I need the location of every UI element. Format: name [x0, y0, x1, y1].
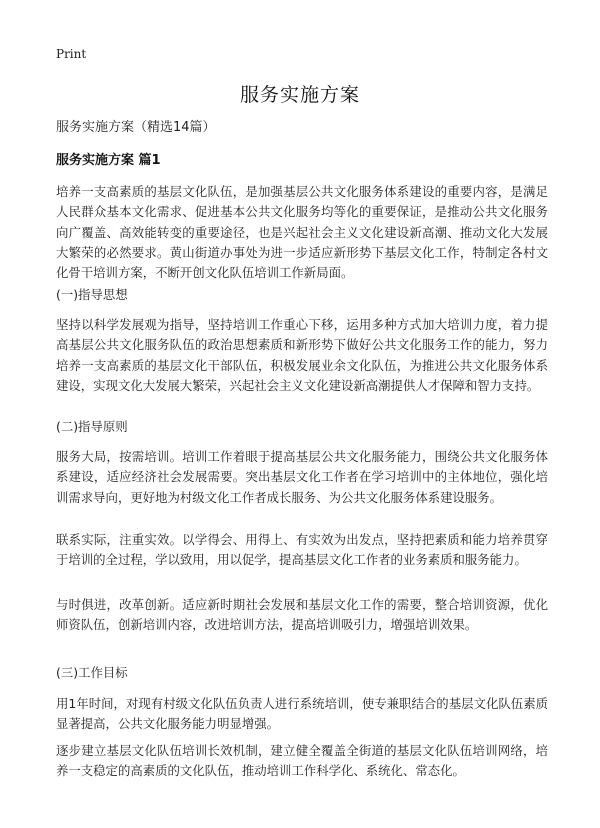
- paragraph-principle-2: 联系实际，注重实效。以学得会、用得上、有实效为出发点，坚持把素质和能力培养贯穿于培训的全过程，学以致用，用以促学，提高基层文化工作者的业务素质和服务能力。: [56, 532, 548, 568]
- paragraph-principle-1: 服务大局，按需培训。培训工作着眼于提高基层公共文化服务能力，围绕公共文化服务体系建设，适应经济社会发展需要。突出基层文化工作者在学习培训中的主体地位，强化培训需求导向，更好地为村级文化工作者成长服务、为公共文化服务体系建设服务。: [56, 449, 548, 505]
- page-title: 服务实施方案: [239, 84, 360, 106]
- paragraph-guiding-ideology: 坚持以科学发展观为指导，坚持培训工作重心下移，运用多种方式加大培训力度，着力提高基层公共文化服务队伍的政治思想素质和新形势下做好公共文化服务工作的能力，努力培养一支高素质的基层文化干部队伍，积极发展业余文化队伍，为推进公共文化服务体系建设，实现文化大发展大繁荣，兴起社会主义文化建设新高潮提供人才保障和智力支持。: [56, 317, 548, 393]
- section-heading: 服务实施方案 篇1: [56, 153, 161, 168]
- paragraph-intro: 培养一支高素质的基层文化队伍，是加强基层公共文化服务体系建设的重要内容，是满足人民群众基本文化需求、促进基本公共文化服务均等化的重要保证，是推动公共文化服务向广覆盖、高效能转变的重要途径，也是兴起社会主义文化建设新高潮、推动文化大发展大繁荣的必然要求。黄山街道办事处为进一步适应新形势下基层文化工作，特制定各村文化骨干培训方案，不断开创文化队伍培训工作新局面。: [56, 184, 548, 281]
- paragraph-goal-2: 逐步建立基层文化队伍培训长效机制，建立健全覆盖全街道的基层文化队伍培训网络，培养一支稳定的高素质的文化队伍，推动培训工作科学化、系统化、常态化。: [56, 743, 548, 779]
- paragraph-principle-3: 与时俱进，改革创新。适应新时期社会发展和基层文化工作的需要，整合培训资源，优化师资队伍，创新培训内容，改进培训方法，提高培训吸引力，增强培训效果。: [56, 597, 548, 633]
- paragraph-goal-1: 用1年时间，对现有村级文化队伍负责人进行系统培训，使专兼职结合的基层文化队伍素质显著提高，公共文化服务能力明显增强。: [56, 696, 548, 732]
- heading-guiding-ideology: (一)指导思想: [56, 287, 128, 302]
- heading-guiding-principles: (二)指导原则: [56, 419, 128, 434]
- print-link[interactable]: Print: [56, 47, 87, 61]
- document-subtitle: 服务实施方案（精选14篇）: [56, 120, 216, 135]
- heading-work-goals: (三)工作目标: [56, 665, 128, 680]
